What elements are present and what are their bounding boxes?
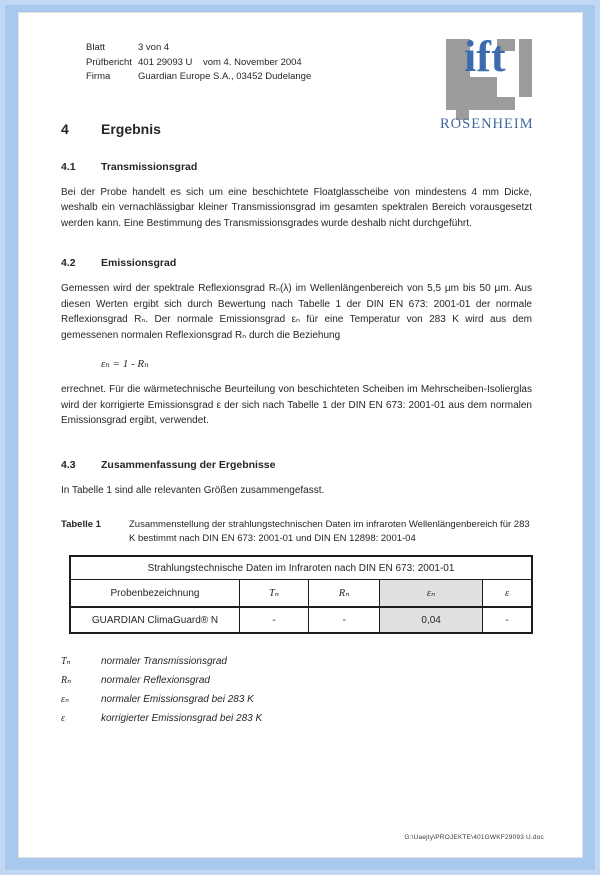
- firma-value: Guardian Europe S.A., 03452 Dudelange: [138, 71, 312, 82]
- legend-text-epsilon-n: normaler Emissionsgrad bei 283 K: [101, 694, 254, 705]
- section-43-heading: [61, 459, 532, 471]
- epsilon-n-value-cell: 0,04: [380, 607, 483, 633]
- section-43-paragraph: In Tabelle 1 sind alle relevanten Größen zusammengefasst.: [61, 484, 325, 496]
- section-41-number: 4.1: [61, 160, 76, 173]
- section-42-paragraph-2: errechnet. Für die wärmetechnische Beurteilung von beschichteten Scheiben im Mehrscheiben-Isolierglas wird der korrigierte Emissionsgrad ε der sich nach Tabelle 1 der DIN EN 673: 2001-01 aus dem normalen Emissionsgrad ergibt, verwendet.: [61, 384, 532, 426]
- legend-symbol-epsilon: ε: [61, 713, 65, 724]
- section-4-title: Ergebnis: [101, 120, 161, 137]
- legend-row-epsilon-n: [61, 690, 532, 709]
- section-4-number: 4: [61, 120, 69, 137]
- blatt-label: Blatt: [86, 42, 106, 53]
- column-probenbezeichnung: Probenbezeichnung: [70, 580, 240, 608]
- table-caption-text: Zusammenstellung der strahlungstechnischen Daten im infraroten Wellenlängenbereich für 283 K bestimmt nach DIN EN 673: 2001-01 und DIN EN 12898: 2001-04: [129, 519, 530, 544]
- legend-text-epsilon: korrigierter Emissionsgrad bei 283 K: [101, 713, 263, 724]
- section-42-number: 4.2: [61, 257, 76, 269]
- emissivity-formula: εₙ = 1 - Rₙ: [101, 358, 149, 370]
- section-41-heading: [61, 161, 532, 173]
- section-42-heading: [61, 257, 532, 269]
- rn-value-cell: -: [309, 607, 380, 633]
- section-41-title: Transmissionsgrad: [101, 160, 198, 173]
- tn-value-cell: -: [240, 607, 309, 633]
- table-title-row: [70, 556, 532, 580]
- section-43-number: 4.3: [61, 458, 76, 471]
- column-rn: Rₙ: [309, 580, 380, 608]
- table-row: [70, 607, 532, 633]
- document-page: [18, 12, 583, 858]
- results-table: [69, 555, 533, 634]
- section-42-title: Emissionsgrad: [101, 257, 177, 269]
- column-epsilon: ε: [483, 580, 532, 608]
- section-43-title: Zusammenfassung der Ergebnisse: [101, 458, 276, 471]
- legend-row-rn: [61, 671, 532, 690]
- legend-symbol-rn: Rₙ: [61, 675, 72, 686]
- blatt-value: 3 von 4: [138, 42, 170, 53]
- legend-text-tn: normaler Transmissionsgrad: [101, 656, 227, 667]
- legend-symbol-tn: Tₙ: [61, 656, 71, 667]
- table-caption: [61, 518, 532, 545]
- column-tn: Tₙ: [240, 580, 309, 608]
- epsilon-value-cell: -: [483, 607, 532, 633]
- logo-ift-text: ift: [464, 32, 506, 81]
- firma-label: Firma: [86, 71, 111, 82]
- legend-row-epsilon: [61, 709, 532, 728]
- section-41-paragraph: Bei der Probe handelt es sich um eine beschichtete Floatglasscheibe von mindestens 4 mm Dicke, weshalb ein vernachlässigbar kleiner Transmissionsgrad im gesamten spektralen Bereich vorausgesetzt werden kann. Eine Bestimmung des Transmissionsgrades wurde deshalb nicht durchgeführt.: [61, 186, 532, 229]
- column-epsilon-n: εₙ: [380, 580, 483, 608]
- logo-rosenheim-text: ROSENHEIM: [440, 116, 534, 132]
- footer-file-path: G:\Uaejty\PROJEKTE\401GWKF29093 U.doc: [404, 834, 544, 841]
- pruefbericht-value: 401 29093 U vom 4. November 2004: [138, 56, 302, 68]
- pruefbericht-label: Prüfbericht: [86, 56, 132, 68]
- table-title: Strahlungstechnische Daten im Infraroten nach DIN EN 673: 2001-01: [70, 556, 532, 580]
- legend-symbol-epsilon-n: εₙ: [61, 694, 69, 705]
- table-header-row: [70, 580, 532, 608]
- legend-row-tn: [61, 652, 532, 671]
- sample-name-cell: GUARDIAN ClimaGuard® N: [70, 607, 240, 633]
- section-42-paragraph-1: Gemessen wird der spektrale Reflexionsgrad Rₙ(λ) im Wellenlängenbereich von 5,5 μm bis 50 μm. Aus diesen Werten ergibt sich durch Bewertung nach Tabelle 1 der DIN EN 673: 2001-01 der normale Reflexionsgrad Rₙ. Der normale Emissionsgrad εₙ für eine Temperatur von 283 K wird aus dem gemessenen normalen Reflexionsgrad Rₙ durch die Beziehung: [61, 283, 532, 341]
- symbol-legend: [61, 652, 532, 728]
- ift-rosenheim-logo: [440, 27, 548, 133]
- legend-text-rn: normaler Reflexionsgrad: [101, 675, 210, 686]
- table-caption-label: Tabelle 1: [61, 519, 101, 530]
- logo-gray-bar-right: [519, 39, 532, 97]
